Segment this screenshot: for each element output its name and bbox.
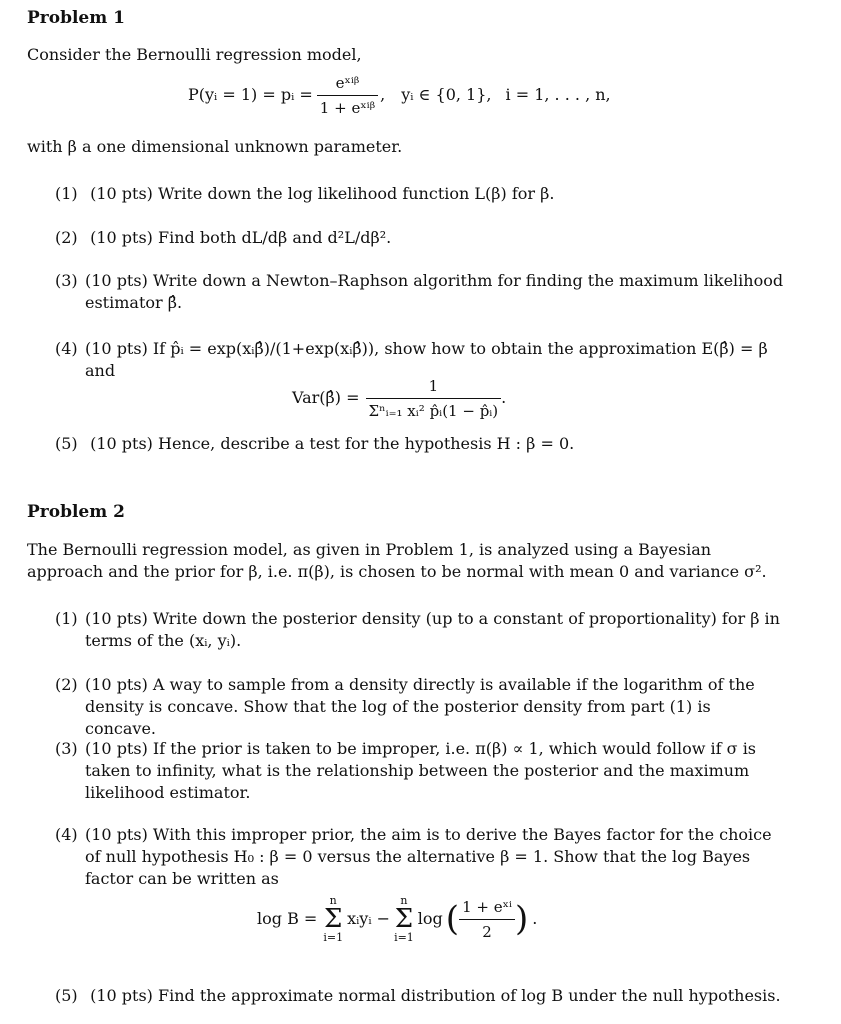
item-text: (10 pts) If the prior is taken to be improper, i.e. π(β) ∝ 1, which would follow if σ is taken to infinity, what is the relationship between the posterior and the maximum likelihood estimator. — [85, 739, 757, 802]
problem2-item-5 — [55, 985, 781, 1007]
item-text: (10 pts) A way to sample from a density directly is available if the logarithm of the density is concave. Show that the log of the posterior density from part (1) is concave. — [85, 675, 755, 738]
problem2-item-4 — [55, 824, 785, 890]
item-number: (3) — [55, 271, 78, 290]
item-text: (10 pts) Find the approximate normal distribution of log B under the null hypothesis. — [90, 986, 781, 1005]
summation-2 — [394, 895, 414, 943]
problem2-heading: Problem 2 — [27, 502, 125, 522]
sum-upper: n — [400, 894, 408, 907]
variance-numerator: 1 — [366, 375, 502, 399]
item-text: (10 pts) Write down a Newton–Raphson algorithm for finding the maximum likelihood estimator β̂. — [85, 271, 784, 312]
problem1-item-3 — [55, 270, 785, 314]
bernoulli-model-equation: P(yᵢ = 1) = pᵢ = $\frac{\text{eˣⁱᵝ}}{\text{1 + eˣⁱᵝ}}$ , yᵢ ∈ {0, 1}, i = 1, . . . , n, — [188, 73, 611, 117]
problem1-item-1 — [55, 183, 554, 205]
model-numerator: eˣⁱᵝ — [317, 72, 378, 96]
problem2-item-1 — [55, 608, 785, 652]
item-text: (10 pts) Find both dL/dβ and d²L/dβ². — [90, 228, 392, 247]
problem1-intro: Consider the Bernoulli regression model, — [27, 45, 362, 64]
variance-formula — [292, 372, 506, 424]
item-number: (2) — [55, 675, 78, 694]
item-number: (4) — [55, 825, 78, 844]
model-fraction — [317, 72, 378, 119]
variance-end: . — [501, 388, 507, 407]
sum-lower: i=1 — [323, 931, 344, 944]
bayes-end: . — [532, 909, 538, 928]
sum-lower: i=1 — [394, 931, 414, 944]
item-number: (5) — [55, 986, 78, 1005]
item-number: (1) — [55, 609, 78, 628]
item-number: (1) — [55, 184, 78, 203]
bayes-fraction — [459, 896, 515, 943]
model-denominator: 1 + eˣⁱᵝ — [319, 98, 376, 117]
item-text: (10 pts) With this improper prior, the aim is to derive the Bayes factor for the choice of null hypothesis H₀ : β = 0 versus the alternative β = 1. Show that the log Bayes factor can be written as — [85, 825, 772, 888]
sum-symbol: Σ — [394, 904, 414, 934]
problem1-item-2 — [55, 227, 391, 249]
variance-fraction — [366, 375, 502, 422]
bayes-numerator: 1 + eˣⁱ — [459, 896, 515, 920]
item-number: (4) — [55, 339, 78, 358]
summation-1 — [323, 895, 343, 943]
bayes-log: log — [417, 909, 443, 928]
item-number: (5) — [55, 434, 78, 453]
problem2-intro: The Bernoulli regression model, as given in Problem 1, is analyzed using a Bayesian approach and the prior for β, i.e. π(β), is chosen to be normal with mean 0 and variance σ². — [27, 540, 767, 581]
item-text: (10 pts) Write down the log likelihood function L(β) for β. — [90, 184, 555, 203]
variance-denominator: Σⁿᵢ₌₁ xᵢ² p̂ᵢ(1 − p̂ᵢ) — [368, 401, 499, 420]
bayes-factor-formula: log B = n Σ i=1 xᵢyᵢ − n Σ i=1 log ( $\frac{\text{1 + eˣⁱ}}{2}$ ) . — [257, 894, 538, 944]
item-text: (10 pts) If p̂ᵢ = exp(xᵢβ̂)/(1+exp(xᵢβ̂)), show how to obtain the approximation E(β̂) = β and — [85, 339, 768, 380]
item-number: (3) — [55, 739, 78, 758]
variance-lhs: Var(β̂) = — [292, 388, 360, 407]
model-index: i = 1, . . . , n, — [505, 85, 611, 104]
problem1-with-text: with β a one dimensional unknown parameter. — [27, 137, 403, 156]
problem1-heading: Problem 1 — [27, 8, 125, 28]
problem2-item-3 — [55, 738, 785, 804]
bayes-lhs: log B = — [257, 909, 318, 928]
problem1-item-5 — [55, 433, 574, 455]
item-number: (2) — [55, 228, 78, 247]
model-lhs: P(yᵢ = 1) = pᵢ = — [188, 85, 313, 104]
sum-upper: n — [329, 894, 337, 907]
sum-symbol: Σ — [324, 904, 343, 934]
bayes-denominator: 2 — [482, 922, 492, 941]
item-text: (10 pts) Write down the posterior density (up to a constant of proportionality) for β in terms of the (xᵢ, yᵢ). — [85, 609, 780, 650]
item-text: (10 pts) Hence, describe a test for the hypothesis H : β = 0. — [90, 434, 575, 453]
model-support: yᵢ ∈ {0, 1}, — [401, 85, 492, 104]
problem2-item-2 — [55, 674, 785, 740]
bayes-term1: xᵢyᵢ − — [347, 909, 391, 928]
